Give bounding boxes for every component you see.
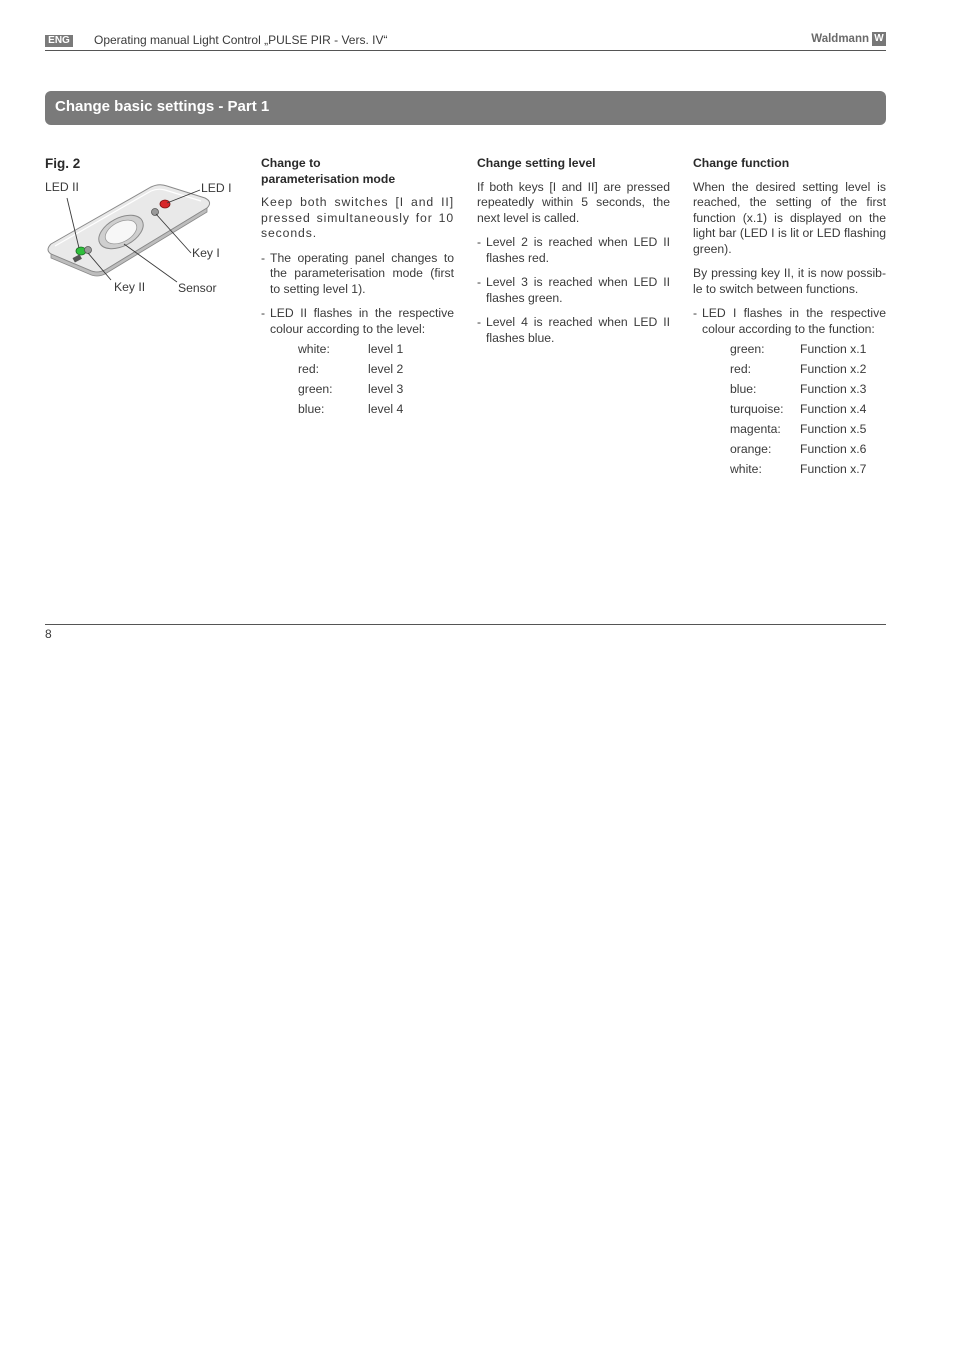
function-value: Function x.7 bbox=[800, 462, 867, 477]
function-value: Function x.1 bbox=[800, 342, 867, 357]
callout-led-1: LED I bbox=[201, 181, 232, 195]
level-row bbox=[298, 340, 454, 360]
column-setting-level bbox=[477, 156, 670, 355]
column-title: Change function bbox=[693, 156, 790, 170]
function-table bbox=[693, 340, 886, 480]
footer-rule bbox=[45, 624, 886, 625]
column-change-function bbox=[693, 156, 886, 480]
callout-sensor: Sensor bbox=[178, 281, 217, 295]
title-line-2: parameterisation mode bbox=[261, 171, 396, 186]
bullet-item bbox=[261, 251, 454, 298]
function-row bbox=[730, 460, 886, 480]
level-row bbox=[298, 360, 454, 380]
figure-label: Fig. 2 bbox=[45, 156, 81, 171]
bullet-item bbox=[477, 275, 670, 306]
function-color: white: bbox=[730, 462, 762, 477]
function-color: red: bbox=[730, 362, 752, 377]
bullet-dash: - bbox=[477, 315, 482, 329]
level-color: blue: bbox=[298, 402, 325, 417]
column-parameterisation bbox=[261, 156, 454, 420]
brand-logo: W bbox=[872, 32, 886, 46]
level-color: green: bbox=[298, 382, 333, 397]
intro-paragraph: When the desired setting level is reached, the setting of the first function (x.1) is displayed on the light bar (LED I is lit or LED flashing green). bbox=[693, 179, 886, 256]
brand-name: Waldmann bbox=[811, 33, 869, 45]
function-row bbox=[730, 440, 886, 460]
level-value: level 1 bbox=[368, 342, 404, 357]
leader-sensor bbox=[124, 244, 177, 282]
control-panel-figure bbox=[45, 178, 245, 300]
level-row bbox=[298, 400, 454, 420]
level-row bbox=[298, 380, 454, 400]
bullet-dash: - bbox=[261, 306, 266, 320]
function-row bbox=[730, 340, 886, 360]
page-number: 8 bbox=[45, 627, 52, 641]
brand bbox=[811, 31, 886, 47]
intro-paragraph-2: By pressing key II, it is now possib-le to switch between functions. bbox=[693, 266, 886, 296]
level-color: white: bbox=[298, 342, 330, 357]
bullet-item bbox=[477, 235, 670, 266]
function-color: magenta: bbox=[730, 422, 781, 437]
function-row bbox=[730, 420, 886, 440]
intro-paragraph: Keep both switches [I and II] pressed simultaneously for 10 seconds. bbox=[261, 195, 454, 240]
bullet-text: Level 2 is reached when LED II flashes red. bbox=[486, 235, 670, 265]
bullet-text: LED I flashes in the respective colour according to the function: bbox=[702, 306, 886, 336]
level-value: level 4 bbox=[368, 402, 404, 417]
language-badge: ENG bbox=[45, 35, 73, 47]
led-1-light bbox=[160, 200, 170, 208]
bullet-item bbox=[261, 306, 454, 337]
callout-key-2: Key II bbox=[114, 280, 146, 294]
column-title bbox=[261, 156, 454, 187]
page-header bbox=[45, 31, 886, 51]
callout-key-1: Key I bbox=[192, 246, 220, 260]
bullet-item bbox=[693, 306, 886, 337]
level-value: level 3 bbox=[368, 382, 404, 397]
function-color: blue: bbox=[730, 382, 757, 397]
function-row bbox=[730, 360, 886, 380]
intro-paragraph: If both keys [I and II] are pressed repeatedly within 5 seconds, the next level is called. bbox=[477, 179, 670, 225]
bullet-text: Level 3 is reached when LED II flashes green. bbox=[486, 275, 670, 305]
bullet-item bbox=[477, 315, 670, 346]
callout-led-2: LED II bbox=[45, 180, 79, 194]
function-value: Function x.5 bbox=[800, 422, 867, 437]
function-color: green: bbox=[730, 342, 765, 357]
key-2-button bbox=[85, 247, 92, 254]
bullet-dash: - bbox=[477, 275, 482, 289]
function-row bbox=[730, 380, 886, 400]
section-title: Change basic settings - Part 1 bbox=[55, 98, 270, 115]
level-table bbox=[261, 340, 454, 420]
function-value: Function x.4 bbox=[800, 402, 867, 417]
function-value: Function x.2 bbox=[800, 362, 867, 377]
key-1-button bbox=[152, 209, 159, 216]
level-value: level 2 bbox=[368, 362, 404, 377]
bullet-text: Level 4 is reached when LED II flashes blue. bbox=[486, 315, 670, 345]
function-color: orange: bbox=[730, 442, 772, 457]
bullet-dash: - bbox=[477, 235, 482, 249]
title-line-1: Change to bbox=[261, 156, 321, 170]
section-heading-bar bbox=[45, 91, 886, 125]
bullet-dash: - bbox=[693, 306, 698, 320]
document-title: Operating manual Light Control „PULSE PIR - Vers. IV“ bbox=[94, 33, 388, 47]
bullet-text: The operating panel changes to the parameterisation mode (first to setting level 1). bbox=[270, 250, 454, 296]
bullet-text: LED II flashes in the respective colour according to the level: bbox=[270, 306, 454, 336]
function-row bbox=[730, 400, 886, 420]
function-color: turquoise: bbox=[730, 402, 784, 417]
function-value: Function x.6 bbox=[800, 442, 867, 457]
bullet-dash: - bbox=[261, 250, 266, 265]
level-color: red: bbox=[298, 362, 320, 377]
column-title: Change setting level bbox=[477, 156, 596, 170]
function-value: Function x.3 bbox=[800, 382, 867, 397]
